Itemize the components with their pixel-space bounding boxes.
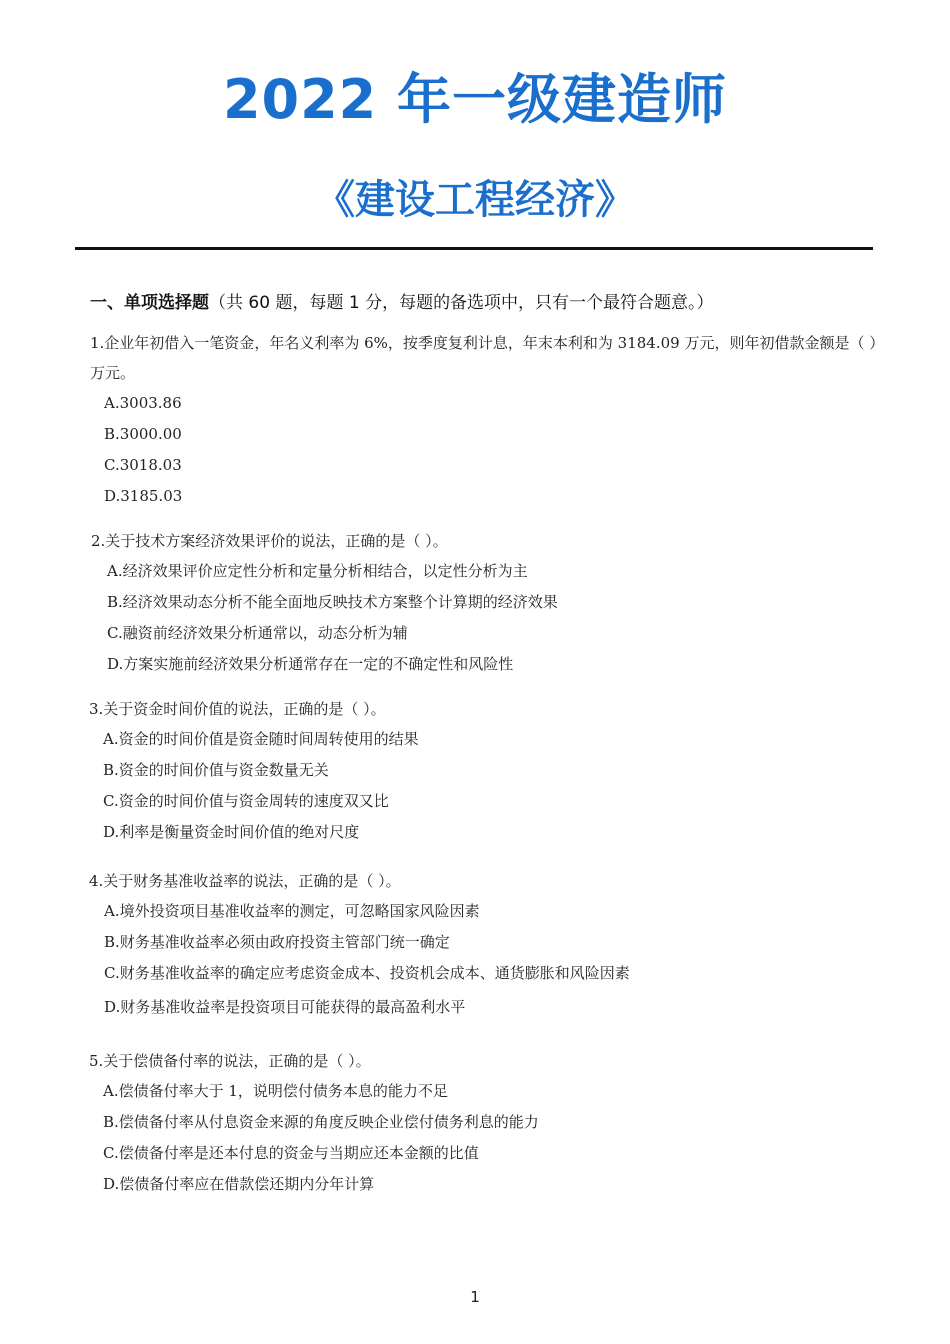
- section-label: 一、单项选择题: [90, 293, 209, 313]
- option-b: B.经济效果动态分析不能全面地反映技术方案整个计算期的经济效果: [107, 593, 558, 611]
- option-c: C.偿债备付率是还本付息的资金与当期应还本金额的比值: [103, 1144, 479, 1162]
- option-b: B.财务基准收益率必须由政府投资主管部门统一确定: [104, 933, 450, 951]
- option-c: C.融资前经济效果分析通常以，动态分析为辅: [107, 624, 408, 642]
- question-3: [89, 694, 879, 848]
- question-stem: 2.关于技术方案经济效果评价的说法，正确的是（ ）。: [91, 532, 448, 550]
- option-d: D.方案实施前经济效果分析通常存在一定的不确定性和风险性: [107, 655, 514, 673]
- question-stem: 1.企业年初借入一笔资金，年名义利率为 6%，按季度复利计息，年末本利和为 3184.09 万元，则年初借款金额是（ ）万元。: [90, 334, 877, 382]
- question-4: [89, 866, 879, 1023]
- section-heading: [90, 288, 870, 318]
- question-stem: 4.关于财务基准收益率的说法，正确的是（ ）。: [89, 872, 401, 890]
- option-d: D.财务基准收益率是投资项目可能获得的最高盈利水平: [104, 998, 466, 1016]
- option-a: A.3003.86: [104, 394, 182, 412]
- document-title: 2022 年一级建造师: [222, 68, 728, 131]
- question-stem: 3.关于资金时间价值的说法，正确的是（ ）。: [89, 700, 386, 718]
- title-divider: [75, 247, 873, 250]
- option-b: B.3000.00: [104, 425, 182, 443]
- option-a: A.境外投资项目基准收益率的测定，可忽略国家风险因素: [104, 902, 480, 920]
- option-list: [89, 896, 879, 1023]
- option-c: C.3018.03: [104, 456, 182, 474]
- question-2: [91, 526, 881, 680]
- option-list: [89, 724, 879, 848]
- question-1: [90, 328, 880, 512]
- question-5: [89, 1046, 879, 1200]
- option-list: [91, 556, 881, 680]
- option-c: C.财务基准收益率的确定应考虑资金成本、投资机会成本、通货膨胀和风险因素: [104, 964, 630, 982]
- page-number: 1: [470, 1288, 480, 1306]
- option-b: B.资金的时间价值与资金数量无关: [103, 761, 329, 779]
- option-b: B.偿债备付率从付息资金来源的角度反映企业偿付债务利息的能力: [103, 1113, 539, 1131]
- option-d: D.3185.03: [104, 487, 183, 505]
- option-d: D.偿债备付率应在借款偿还期内分年计算: [103, 1175, 375, 1193]
- option-a: A.经济效果评价应定性分析和定量分析相结合，以定性分析为主: [107, 562, 528, 580]
- option-list: [90, 388, 880, 512]
- document-subtitle: 《建设工程经济》: [315, 177, 635, 223]
- option-a: A.资金的时间价值是资金随时间周转使用的结果: [103, 730, 419, 748]
- option-a: A.偿债备付率大于 1，说明偿付债务本息的能力不足: [103, 1082, 448, 1100]
- option-c: C.资金的时间价值与资金周转的速度双又比: [103, 792, 389, 810]
- option-d: D.利率是衡量资金时间价值的绝对尺度: [103, 823, 360, 841]
- option-list: [89, 1076, 879, 1200]
- section-instructions: （共 60 题，每题 1 分，每题的备选项中，只有一个最符合题意。）: [209, 293, 714, 313]
- question-stem: 5.关于偿债备付率的说法，正确的是（ ）。: [89, 1052, 371, 1070]
